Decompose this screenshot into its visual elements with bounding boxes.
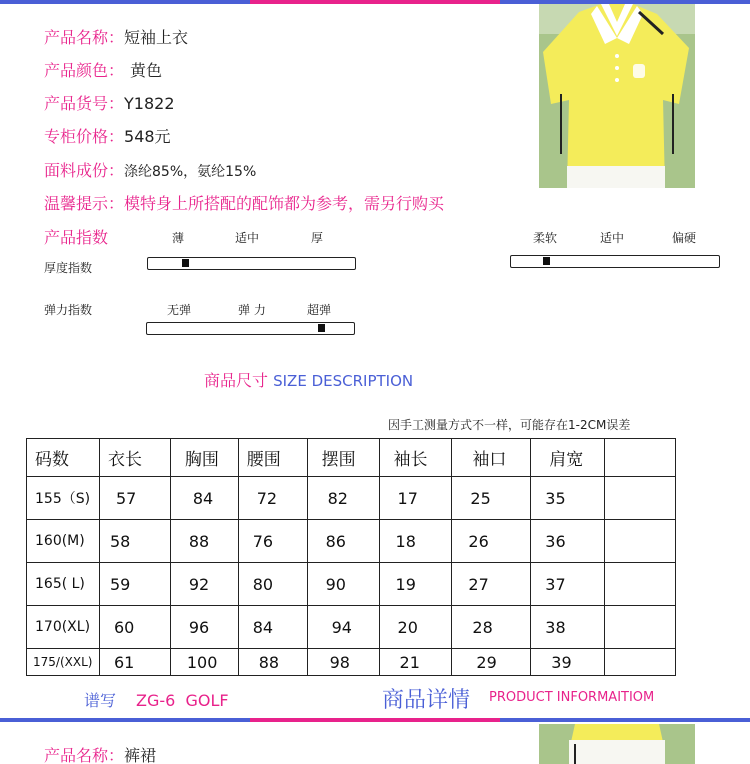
header-cell: 码数 [27, 439, 100, 477]
table-cell: 59 [99, 563, 170, 606]
brand-name: ZG-6 GOLF [136, 691, 229, 710]
thickness-scale-thin: 薄 [172, 231, 185, 245]
elasticity-gauge [146, 322, 355, 335]
product-color-label: 产品颜色： [44, 61, 125, 80]
table-cell: 18 [379, 520, 452, 563]
softness-scale-soft: 柔软 [533, 231, 558, 245]
size-table [26, 438, 676, 676]
table-row [27, 563, 676, 606]
product-price-row [44, 124, 171, 147]
table-cell: 61 [99, 649, 170, 676]
table-cell [605, 606, 676, 649]
table-cell: 57 [99, 477, 170, 520]
table-cell: 100 [170, 649, 238, 676]
table-cell: 27 [452, 563, 531, 606]
product-tip: 温馨提示：模特身上所搭配的配饰都为参考，需另行购买 [44, 194, 445, 213]
softness-gauge [510, 255, 720, 268]
softness-scale-mid: 适中 [600, 231, 625, 245]
header-cell: 腰围 [238, 439, 307, 477]
model-photo-top [539, 4, 695, 188]
table-cell: 17 [379, 477, 452, 520]
elasticity-scale-mid: 弹 力 [238, 303, 266, 317]
table-cell [605, 649, 676, 676]
table-cell: 26 [452, 520, 531, 563]
measurement-note: 因手工测量方式不一样，可能存在1-2CM误差 [388, 418, 631, 432]
table-cell: 96 [170, 606, 238, 649]
elasticity-gauge-marker [318, 324, 325, 332]
table-row [27, 520, 676, 563]
table-cell: 165( L) [27, 563, 100, 606]
table-cell: 88 [170, 520, 238, 563]
table-cell: 36 [531, 520, 605, 563]
header-cell: 摆围 [307, 439, 379, 477]
table-cell: 58 [99, 520, 170, 563]
next-product-name-value: 裤裙 [124, 746, 157, 764]
size-title-cn: 商品尺寸 [204, 371, 269, 390]
brand-prefix: 谱写 [84, 691, 117, 710]
thickness-label: 厚度指数 [44, 261, 93, 275]
table-cell: 38 [531, 606, 605, 649]
product-detail-subtitle: PRODUCT INFORMAITIOM [489, 690, 655, 705]
size-table-header [27, 439, 676, 477]
table-cell: 84 [238, 606, 307, 649]
product-sku-row [44, 91, 175, 114]
table-cell: 25 [452, 477, 531, 520]
product-detail-title: 商品详情 [382, 688, 471, 713]
softness-gauge-marker [543, 257, 550, 265]
table-cell: 155（S) [27, 477, 100, 520]
table-cell: 20 [379, 606, 452, 649]
table-cell: 92 [170, 563, 238, 606]
elasticity-scale-none: 无弹 [167, 303, 192, 317]
product-name-row [44, 25, 188, 48]
next-product-name-row [44, 743, 156, 764]
thickness-gauge [147, 257, 356, 270]
brand-line [84, 688, 229, 711]
section-color-bar [0, 718, 750, 722]
table-cell [605, 477, 676, 520]
table-cell: 90 [307, 563, 379, 606]
table-row [27, 606, 676, 649]
table-cell: 82 [307, 477, 379, 520]
model-photo-bottom [539, 724, 695, 764]
table-cell: 175/(XXL) [27, 649, 100, 676]
product-fabric-label: 面料成份： [44, 161, 125, 180]
product-name-value: 短袖上衣 [124, 28, 189, 47]
table-cell: 28 [452, 606, 531, 649]
header-cell [605, 439, 676, 477]
table-cell: 86 [307, 520, 379, 563]
product-name-label: 产品名称： [44, 28, 125, 47]
softness-scale-hard: 偏硬 [672, 231, 697, 245]
table-cell: 76 [238, 520, 307, 563]
table-cell: 29 [452, 649, 531, 676]
product-index-title: 产品指数 [44, 228, 109, 247]
table-cell: 94 [307, 606, 379, 649]
elasticity-scale-high: 超弹 [307, 303, 332, 317]
table-cell: 60 [99, 606, 170, 649]
thickness-gauge-marker [182, 259, 189, 267]
product-color-row [44, 58, 162, 81]
header-cell: 胸围 [170, 439, 238, 477]
table-cell [605, 563, 676, 606]
header-cell: 肩宽 [531, 439, 605, 477]
header-cell: 衣长 [99, 439, 170, 477]
table-cell: 21 [379, 649, 452, 676]
product-price-label: 专柜价格： [44, 127, 125, 146]
table-cell: 72 [238, 477, 307, 520]
table-cell: 39 [531, 649, 605, 676]
thickness-scale-mid: 适中 [235, 231, 260, 245]
product-color-value: 黄色 [130, 61, 163, 80]
table-cell: 80 [238, 563, 307, 606]
product-sku-label: 产品货号： [44, 94, 125, 113]
table-row [27, 649, 676, 676]
thickness-scale-thick: 厚 [311, 231, 324, 245]
table-cell: 170(XL) [27, 606, 100, 649]
table-cell: 19 [379, 563, 452, 606]
product-fabric-value: 涤纶85%，氨纶15% [124, 164, 257, 180]
table-cell: 84 [170, 477, 238, 520]
elasticity-label: 弹力指数 [44, 303, 93, 317]
size-title-en: SIZE DESCRIPTION [273, 372, 414, 390]
product-sku-value: Y1822 [124, 94, 175, 113]
table-cell: 88 [238, 649, 307, 676]
header-cell: 袖口 [452, 439, 531, 477]
table-cell [605, 520, 676, 563]
table-cell: 98 [307, 649, 379, 676]
header-cell: 袖长 [379, 439, 452, 477]
next-product-name-label: 产品名称： [44, 746, 125, 764]
table-row [27, 477, 676, 520]
product-fabric-row [44, 158, 256, 181]
product-price-value: 548元 [124, 127, 171, 146]
table-cell: 35 [531, 477, 605, 520]
size-section-title [204, 368, 413, 391]
table-cell: 37 [531, 563, 605, 606]
table-cell: 160(M) [27, 520, 100, 563]
